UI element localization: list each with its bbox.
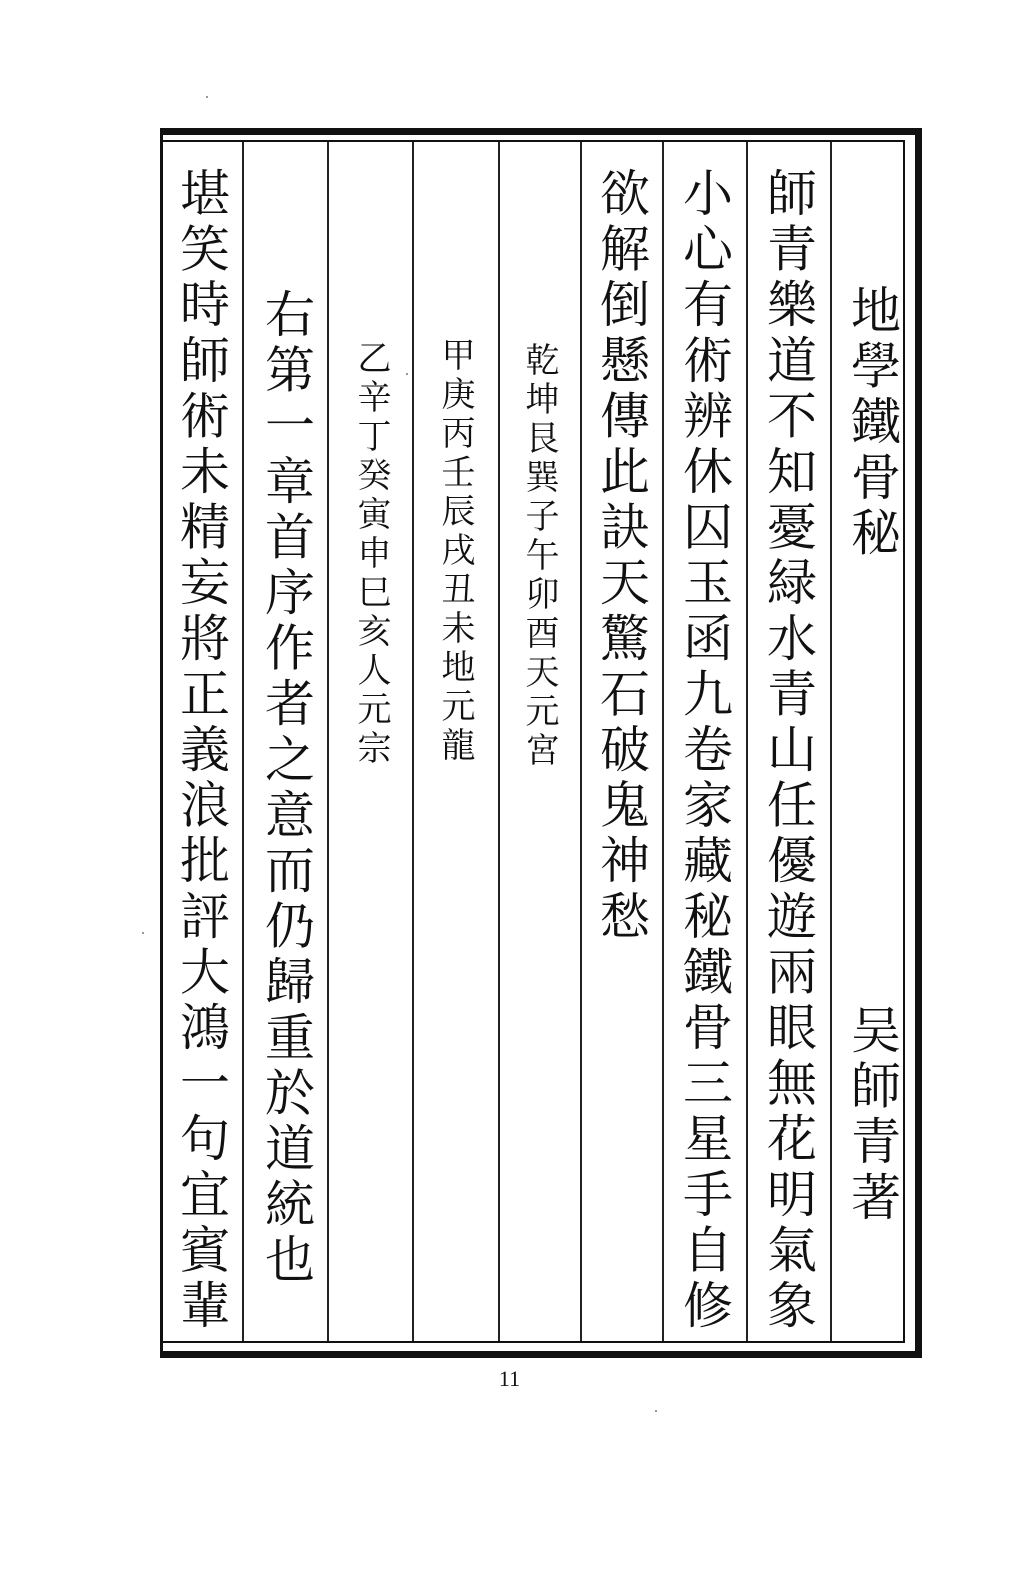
column-rule — [327, 142, 329, 1341]
author-line: 吴師青著 — [843, 1004, 901, 1227]
note-column-3: 乙辛丁癸寅申巳亥人元宗 — [351, 340, 391, 769]
column-rule — [498, 142, 500, 1341]
scan-speck — [206, 96, 208, 98]
text-column-1: 師青樂道不知憂緑水青山任優遊兩眼無花明氣象 — [759, 167, 817, 1335]
column-rule — [830, 142, 832, 1341]
frame-right-border — [915, 128, 922, 1358]
column-rule — [242, 142, 244, 1341]
text-column-last: 堪笑時師術未精妄將正義浪批評大鴻一句宜賓輩 — [172, 167, 230, 1335]
scan-speck — [655, 1410, 657, 1412]
text-column-3: 欲解倒懸傳此訣天驚石破鬼神愁 — [592, 167, 650, 946]
text-column-2: 小心有術辨休囚玉函九卷家藏秘鐵骨三星手自修 — [675, 167, 733, 1335]
scan-speck — [406, 373, 408, 375]
frame-bottom-border — [160, 1351, 922, 1358]
book-title: 地學鐵骨秘 — [843, 284, 901, 562]
commentary-column: 右第一章首序作者之意而仍歸重於道統也 — [257, 288, 315, 1289]
column-rule — [580, 142, 582, 1341]
column-rule — [746, 142, 748, 1341]
text-panel — [160, 140, 905, 1343]
column-rule — [662, 142, 664, 1341]
scan-speck — [142, 932, 144, 934]
frame-top-border — [160, 128, 922, 135]
note-column-1: 乾坤艮巽子午卯酉天元宮 — [519, 342, 559, 771]
column-rule — [412, 142, 414, 1341]
page-number: 11 — [498, 1366, 521, 1391]
note-column-2: 甲庚丙壬辰戌丑未地元龍 — [435, 337, 475, 766]
page-frame — [160, 128, 922, 1358]
